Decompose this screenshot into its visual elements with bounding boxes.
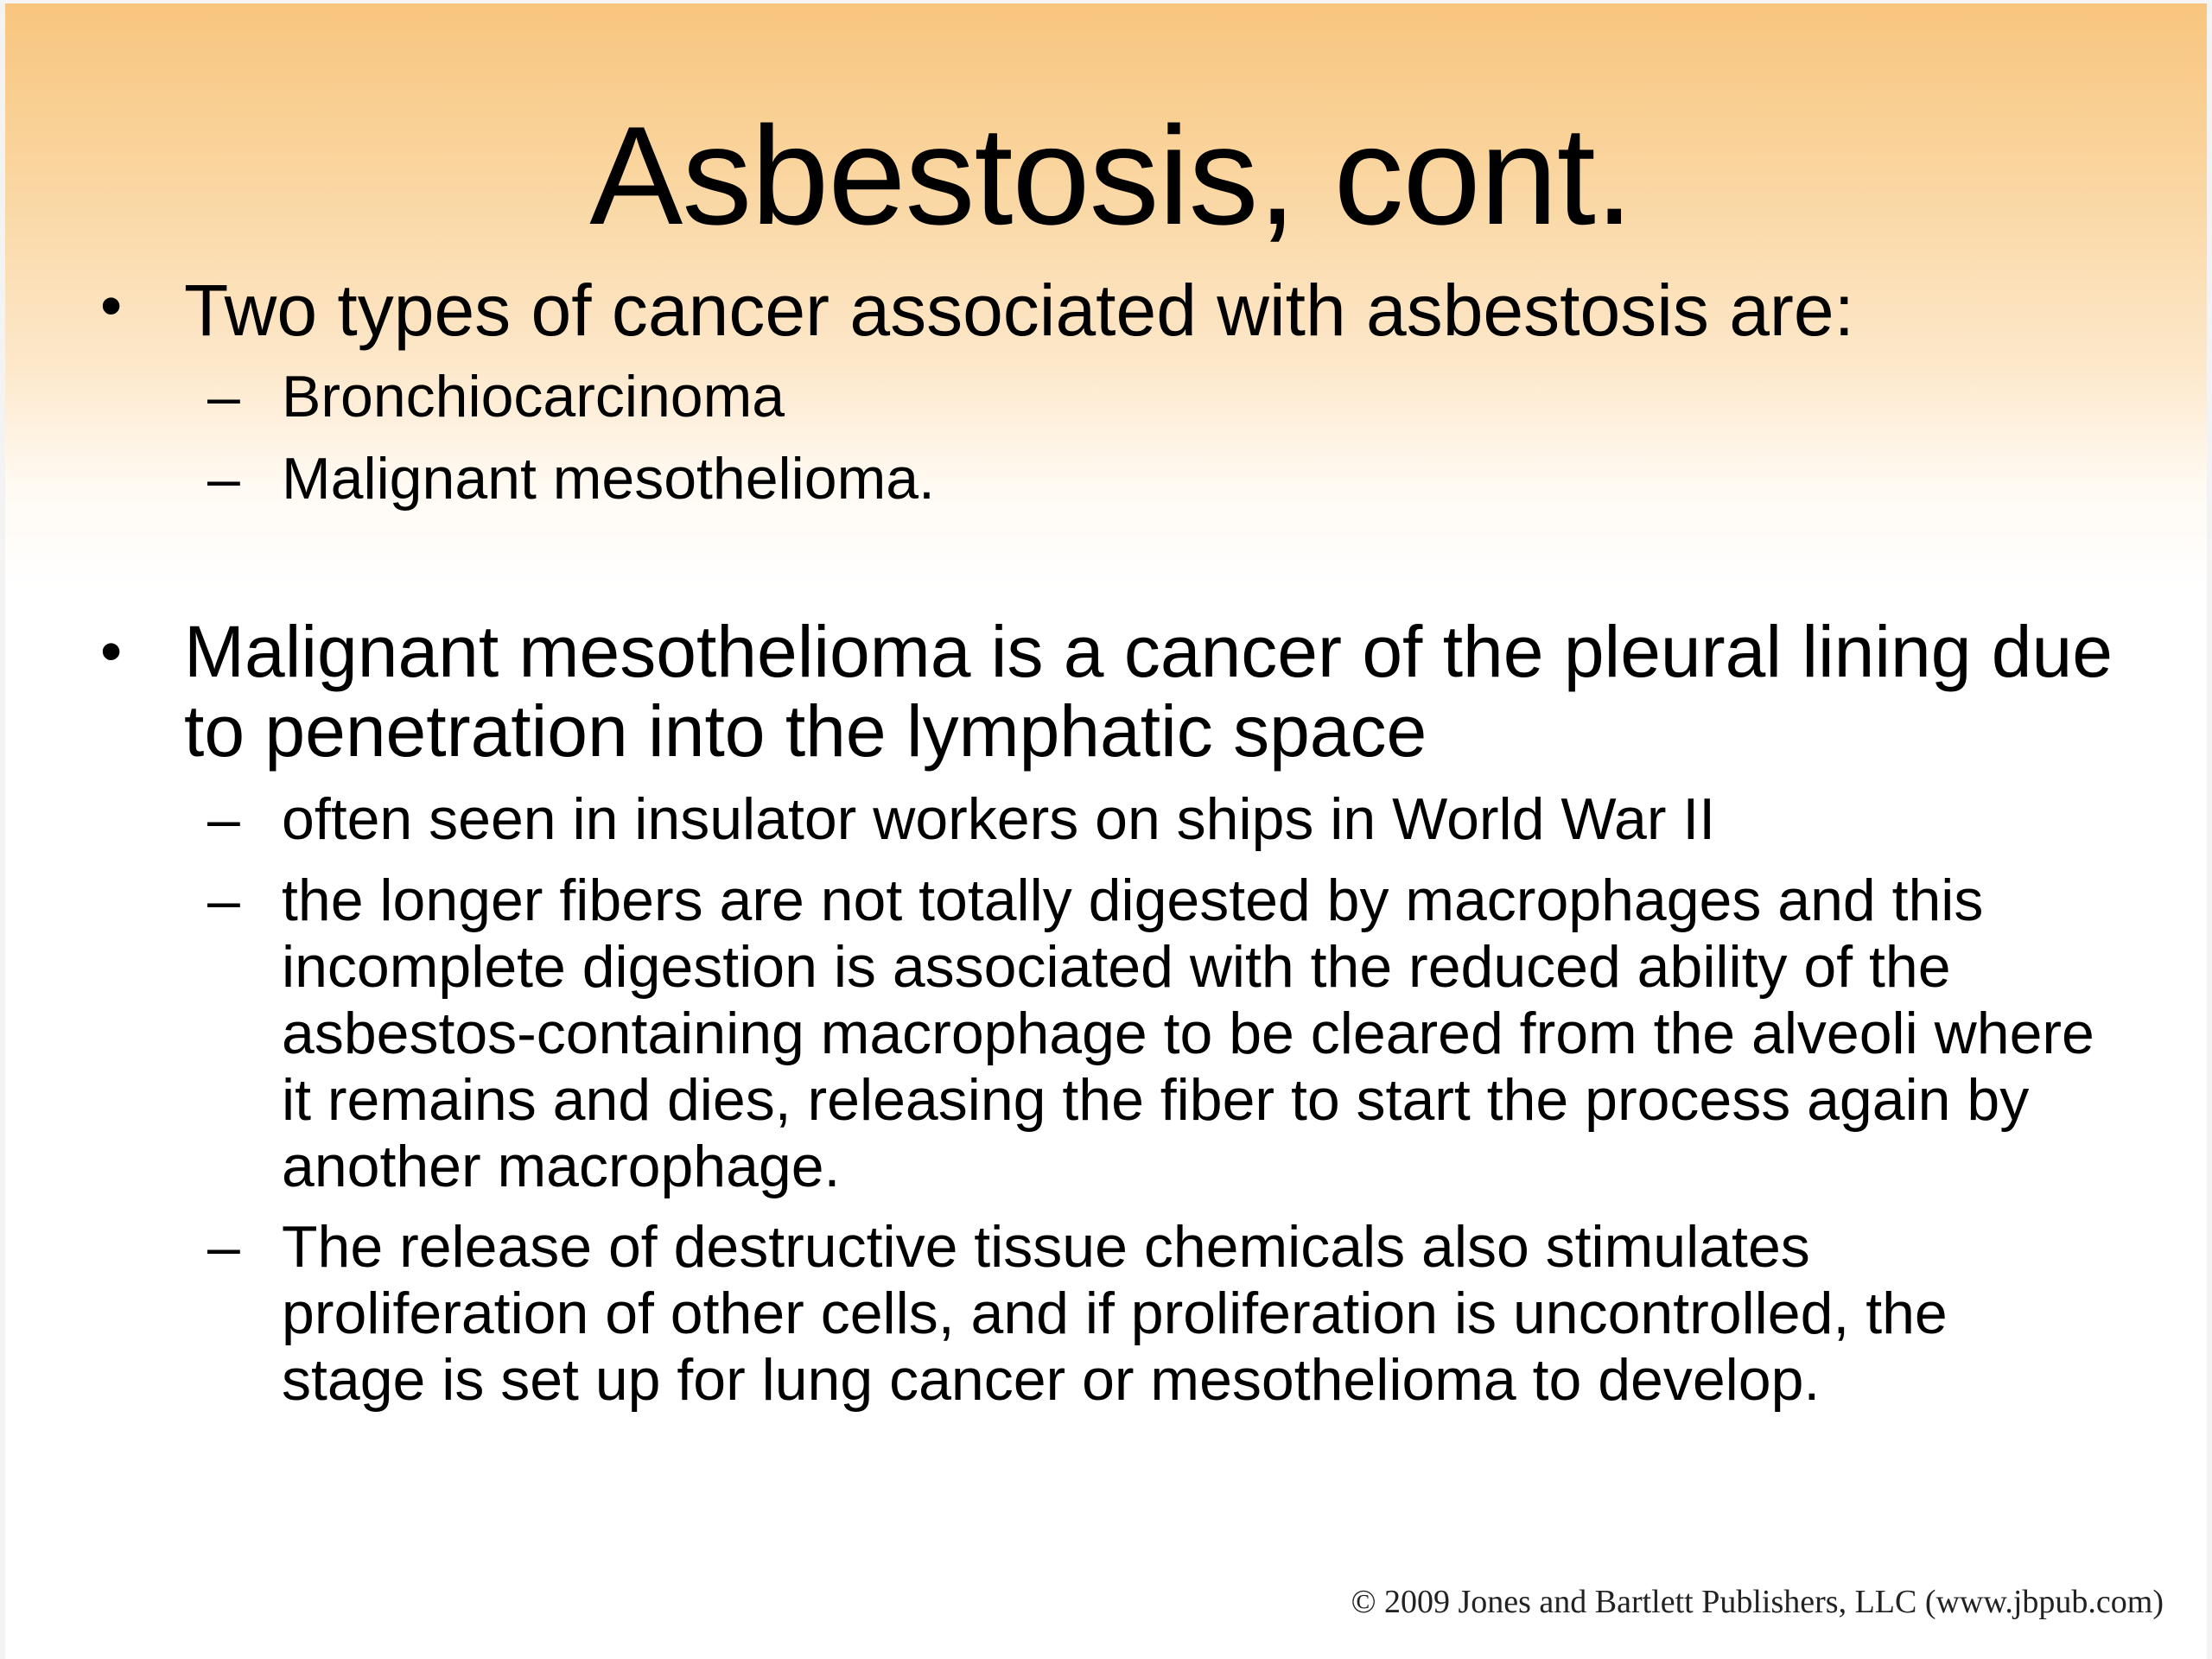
bullet-text-2: Malignant mesothelioma is a cancer of the pleural lining due to penetration into the lymphatic space bbox=[184, 611, 2113, 772]
bullet-text-1: Two types of cancer associated with asbestosis are: bbox=[184, 270, 1854, 351]
bullet-marker: • bbox=[100, 617, 123, 686]
subitem-text: The release of destructive tissue chemicals also stimulates proliferation of other cells, and if proliferation is uncontrolled, the stage is set up for lung cancer or mesothelioma to develop. bbox=[282, 1214, 1948, 1413]
dash-marker: – bbox=[207, 364, 240, 429]
dash-marker: – bbox=[207, 1214, 240, 1280]
bullet-marker: • bbox=[100, 271, 123, 340]
slide-title: Asbestosis, cont. bbox=[589, 98, 1633, 254]
subitem-text: the longer fibers are not totally digested by macrophages and this incomplete digestion is associated with the reduced ability of the asbestos-containing macrophage to be cleared from the alveoli where it remains and dies, releasing the fiber to start the process again by another macrophage. bbox=[282, 868, 2094, 1199]
subitem-text: Bronchiocarcinoma bbox=[282, 364, 785, 429]
dash-marker: – bbox=[207, 868, 240, 933]
dash-marker: – bbox=[207, 786, 240, 852]
subitem-text: often seen in insulator workers on ships in World War II bbox=[282, 786, 1716, 852]
subitem-text: Malignant mesothelioma. bbox=[282, 446, 935, 512]
dash-marker: – bbox=[207, 446, 240, 512]
copyright-footer: © 2009 Jones and Bartlett Publishers, LLC (www.jbpub.com) bbox=[1351, 1584, 2164, 1620]
